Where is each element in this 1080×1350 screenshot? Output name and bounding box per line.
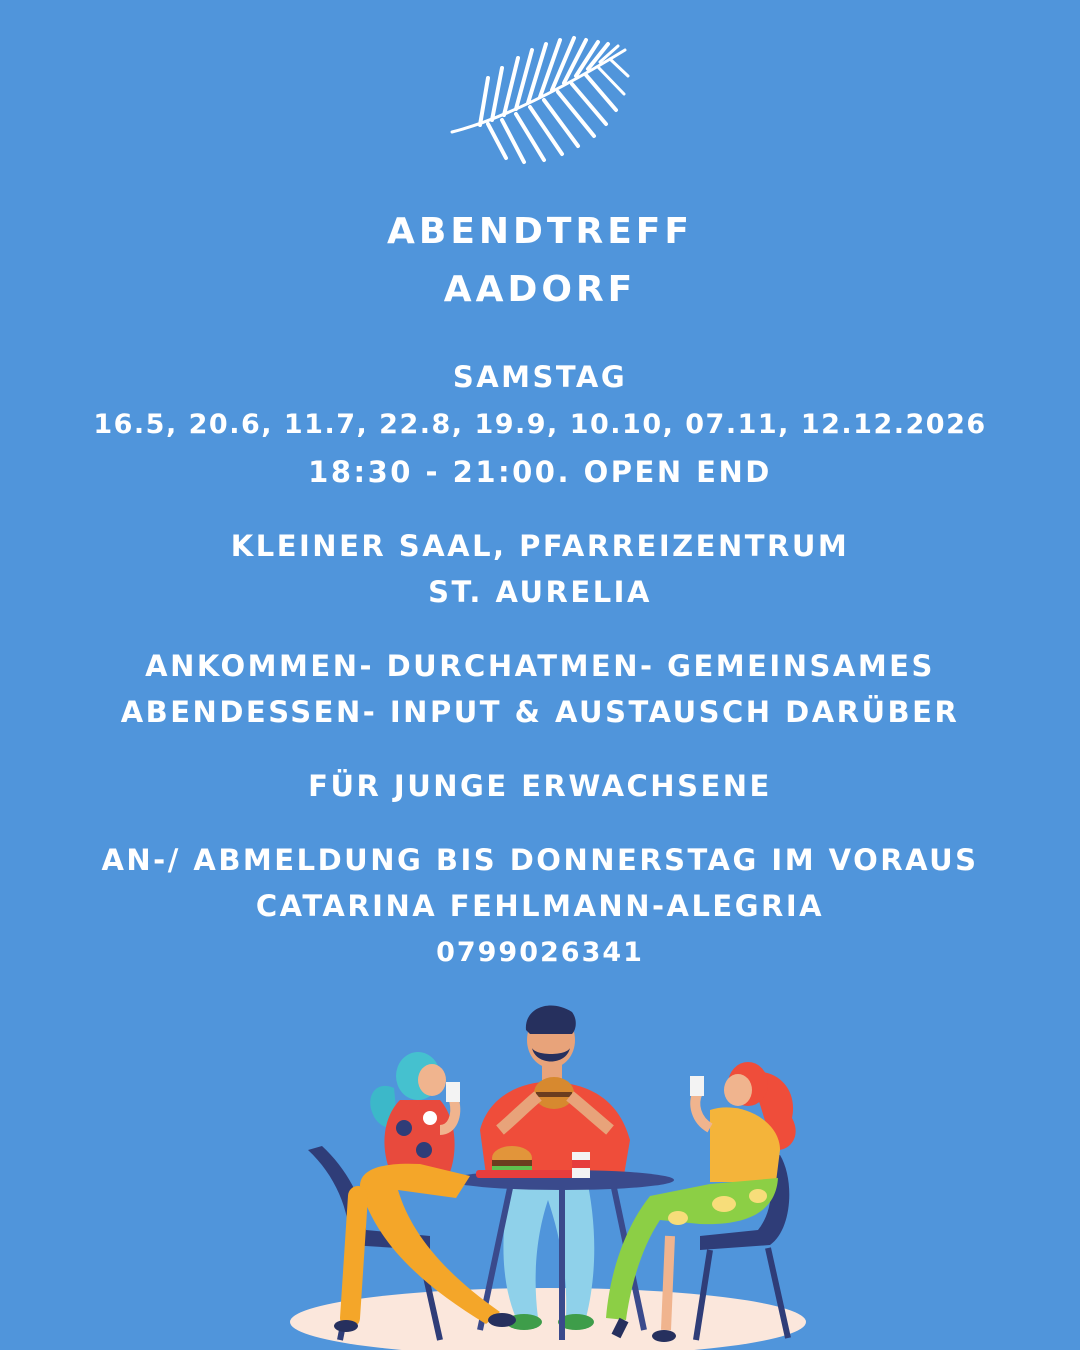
title-line-2: AADORF — [443, 269, 637, 310]
schedule-time: 18:30 - 21:00. OPEN END — [308, 455, 772, 489]
schedule-dates: 16.5, 20.6, 11.7, 22.8, 19.9, 10.10, 07.11, 12.12.2026 — [93, 409, 987, 440]
program-line-1: ANKOMMEN- DURCHATMEN- GEMEINSAMES — [145, 649, 935, 683]
palm-leaf-icon — [440, 30, 640, 170]
title-line-1: ABENDTREFF — [387, 211, 693, 252]
location-line-2: ST. AURELIA — [428, 575, 652, 609]
program-line-2: ABENDESSEN- INPUT & AUSTAUSCH DARÜBER — [120, 695, 960, 729]
location-line-1: KLEINER SAAL, PFARREIZENTRUM — [230, 529, 850, 563]
contact-phone: 0799026341 — [436, 937, 644, 968]
people-eating-at-table-illustration — [280, 1000, 840, 1350]
contact-name: CATARINA FEHLMANN-ALEGRIA — [255, 889, 825, 923]
audience-text: FÜR JUNGE ERWACHSENE — [308, 769, 772, 803]
schedule-day: SAMSTAG — [452, 360, 628, 394]
registration-text: AN-/ ABMELDUNG BIS DONNERSTAG IM VORAUS — [101, 843, 979, 877]
